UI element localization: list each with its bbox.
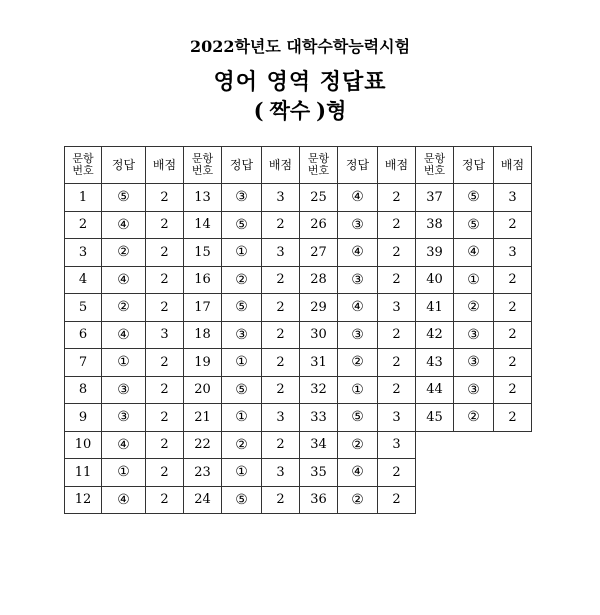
points-cell: 2 <box>378 211 416 239</box>
answer-cell: ⑤ <box>102 184 146 212</box>
question-number-cell: 3 <box>65 239 102 267</box>
table-row <box>65 321 532 349</box>
table-row <box>65 404 532 432</box>
table-header-row <box>65 147 532 184</box>
answer-cell: ① <box>222 349 262 377</box>
answer-key-title: 영어 영역 정답표 <box>213 69 387 95</box>
question-number-cell: 20 <box>184 376 222 404</box>
question-number-cell: 15 <box>184 239 222 267</box>
points-cell: 2 <box>378 239 416 267</box>
answer-cell: ④ <box>338 459 378 487</box>
points-cell: 3 <box>262 404 300 432</box>
answer-cell: ③ <box>338 266 378 294</box>
points-cell: 2 <box>146 486 184 514</box>
question-number-cell: 41 <box>416 294 454 322</box>
table-row <box>65 239 532 267</box>
answer-cell: ④ <box>102 431 146 459</box>
header-points: 배점 <box>494 147 532 184</box>
header-points: 배점 <box>378 147 416 184</box>
empty-cell <box>494 459 532 487</box>
header-number: 문항 번호 <box>300 147 338 184</box>
points-cell: 2 <box>494 266 532 294</box>
points-cell: 3 <box>262 184 300 212</box>
points-cell: 2 <box>378 321 416 349</box>
header-number: 문항 번호 <box>65 147 102 184</box>
answer-cell: ⑤ <box>222 486 262 514</box>
table-row <box>65 266 532 294</box>
exam-type-label <box>0 95 600 125</box>
points-cell: 2 <box>146 349 184 377</box>
header-answer: 정답 <box>102 147 146 184</box>
question-number-cell: 29 <box>300 294 338 322</box>
question-number-cell: 7 <box>65 349 102 377</box>
empty-cell <box>494 486 532 514</box>
answer-cell: ④ <box>102 321 146 349</box>
question-number-cell: 23 <box>184 459 222 487</box>
question-number-cell: 11 <box>65 459 102 487</box>
table-row <box>65 349 532 377</box>
answer-cell: ⑤ <box>222 294 262 322</box>
header-number: 문항 번호 <box>416 147 454 184</box>
empty-cell <box>416 486 454 514</box>
question-number-cell: 8 <box>65 376 102 404</box>
points-cell: 2 <box>494 321 532 349</box>
answer-cell: ③ <box>454 321 494 349</box>
empty-cell <box>454 459 494 487</box>
question-number-cell: 28 <box>300 266 338 294</box>
answer-key-table <box>64 146 532 514</box>
points-cell: 2 <box>378 349 416 377</box>
question-number-cell: 17 <box>184 294 222 322</box>
answer-cell: ③ <box>338 321 378 349</box>
points-cell: 2 <box>146 239 184 267</box>
answer-cell: ④ <box>102 211 146 239</box>
answer-cell: ④ <box>338 239 378 267</box>
question-number-cell: 19 <box>184 349 222 377</box>
points-cell: 3 <box>378 404 416 432</box>
points-cell: 2 <box>378 266 416 294</box>
points-cell: 2 <box>494 211 532 239</box>
empty-cell <box>416 459 454 487</box>
table-row <box>65 486 532 514</box>
points-cell: 3 <box>378 294 416 322</box>
answer-cell: ③ <box>102 404 146 432</box>
question-number-cell: 16 <box>184 266 222 294</box>
question-number-cell: 35 <box>300 459 338 487</box>
question-number-cell: 18 <box>184 321 222 349</box>
table-row <box>65 459 532 487</box>
points-cell: 3 <box>494 184 532 212</box>
header-points: 배점 <box>146 147 184 184</box>
points-cell: 2 <box>262 349 300 377</box>
answer-cell: ③ <box>222 321 262 349</box>
points-cell: 2 <box>146 404 184 432</box>
question-number-cell: 36 <box>300 486 338 514</box>
answer-cell: ④ <box>454 239 494 267</box>
points-cell: 2 <box>378 459 416 487</box>
question-number-cell: 43 <box>416 349 454 377</box>
type-open-paren: ( <box>253 98 264 123</box>
answer-cell: ③ <box>222 184 262 212</box>
answer-cell: ① <box>222 239 262 267</box>
answer-cell: ② <box>338 349 378 377</box>
points-cell: 3 <box>146 321 184 349</box>
answer-cell: ⑤ <box>222 211 262 239</box>
question-number-cell: 32 <box>300 376 338 404</box>
answer-cell: ① <box>102 349 146 377</box>
answer-cell: ⑤ <box>338 404 378 432</box>
question-number-cell: 25 <box>300 184 338 212</box>
question-number-cell: 22 <box>184 431 222 459</box>
points-cell: 2 <box>494 349 532 377</box>
answer-cell: ⑤ <box>454 184 494 212</box>
question-number-cell: 26 <box>300 211 338 239</box>
answer-cell: ② <box>454 404 494 432</box>
empty-cell <box>454 431 494 459</box>
answer-cell: ① <box>338 376 378 404</box>
points-cell: 2 <box>146 376 184 404</box>
points-cell: 2 <box>378 184 416 212</box>
answer-cell: ② <box>222 266 262 294</box>
empty-cell <box>454 486 494 514</box>
points-cell: 3 <box>262 239 300 267</box>
answer-cell: ① <box>102 459 146 487</box>
answer-cell: ⑤ <box>222 376 262 404</box>
points-cell: 2 <box>262 266 300 294</box>
points-cell: 3 <box>378 431 416 459</box>
points-cell: 2 <box>378 486 416 514</box>
question-number-cell: 34 <box>300 431 338 459</box>
header-answer: 정답 <box>338 147 378 184</box>
answer-cell: ④ <box>338 294 378 322</box>
answer-cell: ② <box>338 431 378 459</box>
answer-cell: ④ <box>338 184 378 212</box>
answer-cell: ② <box>338 486 378 514</box>
header-points: 배점 <box>262 147 300 184</box>
question-number-cell: 12 <box>65 486 102 514</box>
question-number-cell: 24 <box>184 486 222 514</box>
points-cell: 2 <box>146 431 184 459</box>
question-number-cell: 6 <box>65 321 102 349</box>
table-row <box>65 184 532 212</box>
points-cell: 2 <box>262 321 300 349</box>
question-number-cell: 44 <box>416 376 454 404</box>
empty-cell <box>416 431 454 459</box>
header-answer: 정답 <box>454 147 494 184</box>
answer-cell: ① <box>222 459 262 487</box>
question-number-cell: 27 <box>300 239 338 267</box>
points-cell: 2 <box>378 376 416 404</box>
answer-cell: ② <box>102 294 146 322</box>
question-number-cell: 2 <box>65 211 102 239</box>
answer-cell: ① <box>454 266 494 294</box>
question-number-cell: 37 <box>416 184 454 212</box>
header-number: 문항 번호 <box>184 147 222 184</box>
table-row <box>65 376 532 404</box>
question-number-cell: 45 <box>416 404 454 432</box>
question-number-cell: 40 <box>416 266 454 294</box>
answer-cell: ④ <box>102 266 146 294</box>
question-number-cell: 13 <box>184 184 222 212</box>
points-cell: 2 <box>146 184 184 212</box>
answer-cell: ④ <box>102 486 146 514</box>
points-cell: 2 <box>262 376 300 404</box>
points-cell: 3 <box>262 459 300 487</box>
question-number-cell: 39 <box>416 239 454 267</box>
points-cell: 2 <box>494 404 532 432</box>
question-number-cell: 42 <box>416 321 454 349</box>
points-cell: 2 <box>146 459 184 487</box>
question-number-cell: 31 <box>300 349 338 377</box>
question-number-cell: 1 <box>65 184 102 212</box>
answer-cell: ③ <box>338 211 378 239</box>
answer-cell: ② <box>454 294 494 322</box>
table-row <box>65 431 532 459</box>
points-cell: 2 <box>494 376 532 404</box>
type-close-paren: )형 <box>316 98 347 123</box>
question-number-cell: 5 <box>65 294 102 322</box>
question-number-cell: 21 <box>184 404 222 432</box>
header-answer: 정답 <box>222 147 262 184</box>
type-name: 짝수 <box>269 98 311 123</box>
question-number-cell: 14 <box>184 211 222 239</box>
answer-cell: ② <box>102 239 146 267</box>
points-cell: 2 <box>262 431 300 459</box>
answer-cell: ③ <box>454 349 494 377</box>
points-cell: 2 <box>146 211 184 239</box>
answer-cell: ③ <box>102 376 146 404</box>
answer-cell: ⑤ <box>454 211 494 239</box>
points-cell: 2 <box>494 294 532 322</box>
points-cell: 2 <box>262 486 300 514</box>
points-cell: 2 <box>262 294 300 322</box>
table-row <box>65 211 532 239</box>
question-number-cell: 9 <box>65 404 102 432</box>
question-number-cell: 30 <box>300 321 338 349</box>
answer-cell: ③ <box>454 376 494 404</box>
table-row <box>65 294 532 322</box>
question-number-cell: 4 <box>65 266 102 294</box>
points-cell: 2 <box>146 266 184 294</box>
answer-cell: ① <box>222 404 262 432</box>
points-cell: 2 <box>146 294 184 322</box>
points-cell: 2 <box>262 211 300 239</box>
points-cell: 3 <box>494 239 532 267</box>
empty-cell <box>494 431 532 459</box>
question-number-cell: 10 <box>65 431 102 459</box>
answer-cell: ② <box>222 431 262 459</box>
exam-title: 2022학년도 대학수학능력시험 <box>189 37 411 56</box>
question-number-cell: 38 <box>416 211 454 239</box>
question-number-cell: 33 <box>300 404 338 432</box>
